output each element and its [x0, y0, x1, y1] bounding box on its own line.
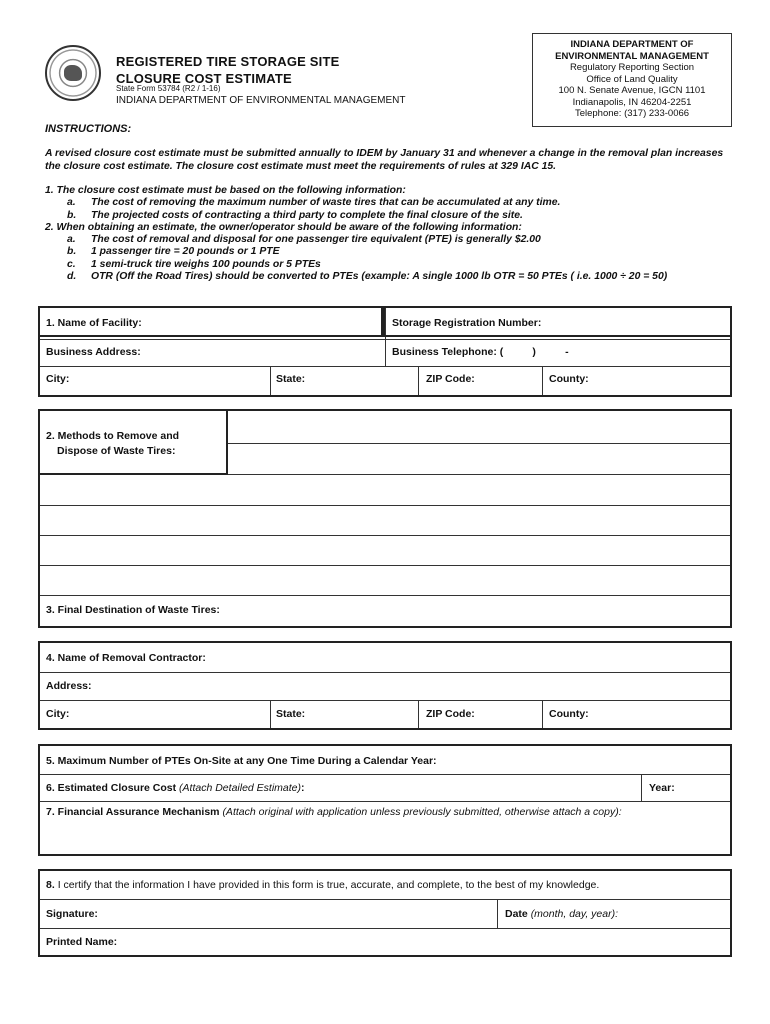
state-field[interactable]: State:: [276, 373, 306, 385]
agency-line: Regulatory Reporting Section: [569, 62, 695, 73]
methods-section: [38, 409, 732, 628]
instruction-subitem: b. 1 passenger tire = 20 pounds or 1 PTE: [67, 246, 280, 258]
business-telephone-field[interactable]: Business Telephone: ( ) -: [392, 346, 569, 358]
agency-line: 100 N. Senate Avenue, IGCN 1101: [558, 85, 706, 96]
instruction-subitem: a. The cost of removal and disposal for one passenger tire equivalent (PTE) is generally $2.00: [67, 234, 541, 246]
agency-line: INDIANA DEPARTMENT OF: [570, 39, 694, 50]
contractor-city-field[interactable]: City:: [46, 708, 70, 720]
department-name: INDIANA DEPARTMENT OF ENVIRONMENTAL MANAGEMENT: [116, 95, 406, 106]
facility-name-field[interactable]: 1. Name of Facility:: [46, 317, 142, 329]
instructions-heading: INSTRUCTIONS:: [45, 123, 132, 135]
county-field[interactable]: County:: [549, 373, 589, 385]
zip-field[interactable]: ZIP Code:: [426, 373, 475, 385]
removal-contractor-field[interactable]: 4. Name of Removal Contractor:: [46, 652, 206, 664]
year-field[interactable]: Year:: [649, 782, 675, 794]
instruction-subitem: c. 1 semi-truck tire weighs 100 pounds or 5 PTEs: [67, 258, 321, 270]
contractor-section: [38, 641, 732, 730]
certification-statement: 8. I certify that the information I have provided in this form is true, accurate, and complete, to the best of my knowledge.: [46, 879, 600, 891]
form-number: State Form 53784 (R2 / 1-16): [116, 84, 221, 93]
registration-number-field[interactable]: Storage Registration Number:: [392, 317, 542, 329]
final-destination-field[interactable]: 3. Final Destination of Waste Tires:: [46, 604, 220, 616]
city-field[interactable]: City:: [46, 373, 70, 385]
agency-address-box: [532, 33, 732, 127]
title-line-1: REGISTERED TIRE STORAGE SITE: [116, 54, 340, 69]
printed-name-field[interactable]: Printed Name:: [46, 936, 118, 948]
instruction-item: 1. The closure cost estimate must be based on the following information:: [45, 185, 406, 196]
form-title: [116, 53, 340, 87]
title-line-2: CLOSURE COST ESTIMATE: [116, 71, 292, 86]
business-address-field[interactable]: Business Address:: [46, 346, 141, 358]
financial-assurance-field[interactable]: 7. Financial Assurance Mechanism (Attach original with application unless previously submitted, otherwise attach a copy):: [46, 806, 622, 818]
instruction-subitem: b. The projected costs of contracting a third party to complete the final closure of the site.: [67, 209, 523, 221]
contractor-state-field[interactable]: State:: [276, 708, 306, 720]
instruction-subitem: d. OTR (Off the Road Tires) should be converted to PTEs (example: A single 1000 lb OTR = 50 PTEs ( i.e. 1000 ÷ 20 = 50): [67, 271, 668, 283]
certification-section: [38, 869, 732, 957]
closure-cost-field[interactable]: 6. Estimated Closure Cost (Attach Detailed Estimate):: [46, 782, 305, 794]
agency-line: Office of Land Quality: [586, 73, 678, 85]
contractor-zip-field[interactable]: ZIP Code:: [426, 708, 475, 720]
signature-field[interactable]: Signature:: [46, 908, 98, 920]
date-field[interactable]: Date (month, day, year):: [505, 908, 619, 920]
state-seal: [45, 45, 101, 101]
agency-line: ENVIRONMENTAL MANAGEMENT: [555, 50, 709, 62]
instructions-paragraph: A revised closure cost estimate must be submitted annually to IDEM by January 31 and whenever a change in the removal plan increases the closure cost estimate. The closure cost estimate must meet the requirements of rules at 329 IAC 15.: [45, 148, 724, 172]
agency-line: Telephone: (317) 233-0066: [574, 108, 690, 119]
instruction-subitem: a. The cost of removing the maximum number of waste tires that can be accumulated at any time.: [67, 197, 561, 209]
methods-label[interactable]: 2. Methods to Remove and Dispose of Waste Tires:: [46, 430, 180, 457]
max-ptes-field[interactable]: 5. Maximum Number of PTEs On-Site at any One Time During a Calendar Year:: [46, 755, 437, 767]
cost-section: [38, 744, 732, 856]
contractor-county-field[interactable]: County:: [549, 708, 589, 720]
instruction-item: 2. When obtaining an estimate, the owner/operator should be aware of the following information:: [45, 221, 522, 233]
contractor-address-field[interactable]: Address:: [46, 680, 92, 692]
instructions-list: [45, 185, 745, 283]
agency-line: Indianapolis, IN 46204-2251: [572, 96, 692, 108]
